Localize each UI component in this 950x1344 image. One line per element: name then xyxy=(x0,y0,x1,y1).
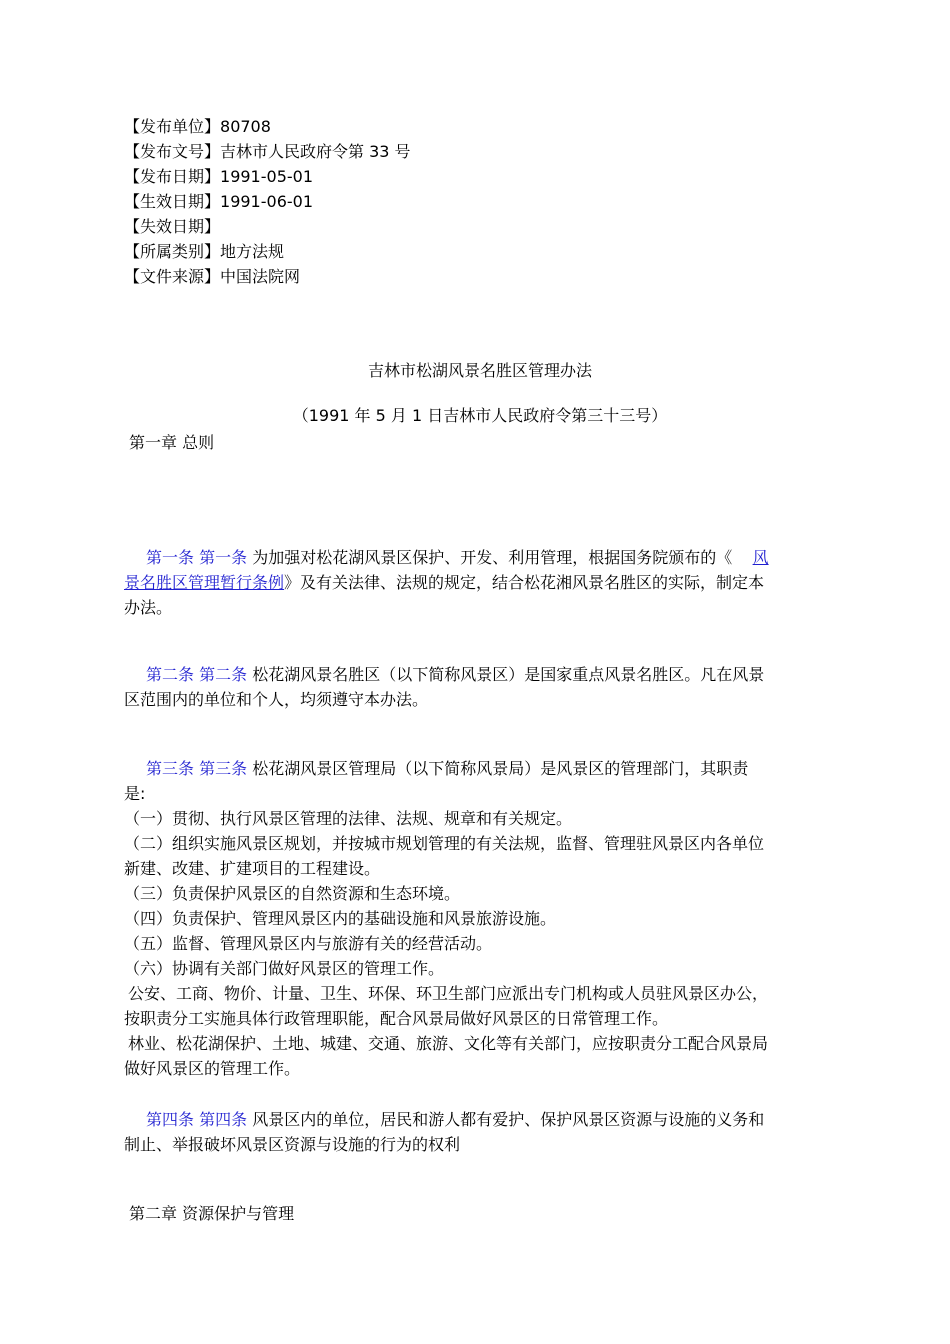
meta-label: 【发布日期】 xyxy=(124,167,221,186)
meta-value: 1991-05-01 xyxy=(220,167,313,186)
article-text: 》及有关法律、法规的规定，结合松花湘风景名胜区的实际，制定本 xyxy=(284,573,765,592)
meta-value: 中国法院网 xyxy=(220,267,301,286)
article-label[interactable]: 第一条 xyxy=(146,548,195,567)
article-text: 风景区内的单位，居民和游人都有爱护、保护风景区资源与设施的义务和 xyxy=(252,1110,765,1129)
article-text: 为加强对松花湖风景区保护、开发、利用管理，根据国务院颁布的《 xyxy=(252,548,733,567)
meta-label: 【所属类别】 xyxy=(124,242,221,261)
meta-expiry-date xyxy=(124,214,411,239)
meta-label: 【生效日期】 xyxy=(124,192,221,211)
meta-category xyxy=(124,239,411,264)
duty-item: （二）组织实施风景区规划，并按城市规划管理的有关法规，监督、管理驻风景区内各单位 xyxy=(124,834,765,853)
duty-item: （一）贯彻、执行风景区管理的法律、法规、规章和有关规定。 xyxy=(124,809,573,828)
meta-value: 1991-06-01 xyxy=(220,192,313,211)
duty-item: （五）监督、管理风景区内与旅游有关的经营活动。 xyxy=(124,934,493,953)
article-text: 林业、松花湖保护、土地、城建、交通、旅游、文化等有关部门，应按职责分工配合风景局 xyxy=(128,1034,769,1053)
article-4 xyxy=(124,1107,834,1157)
article-text: 做好风景区的管理工作。 xyxy=(124,1059,301,1078)
meta-doc-number xyxy=(124,139,411,164)
article-2 xyxy=(124,662,834,712)
article-label[interactable]: 第三条 xyxy=(146,759,195,778)
meta-label: 【发布文号】 xyxy=(124,142,221,161)
article-text: 松花湖风景名胜区（以下简称风景区）是国家重点风景名胜区。凡在风景 xyxy=(252,665,765,684)
chapter-heading: 第一章 总则 xyxy=(129,433,215,452)
meta-label: 【文件来源】 xyxy=(124,267,221,286)
article-label[interactable]: 第三条 xyxy=(199,759,248,778)
meta-label: 【失效日期】 xyxy=(124,217,221,236)
article-label[interactable]: 第二条 xyxy=(199,665,248,684)
meta-value: 地方法规 xyxy=(220,242,285,261)
regulation-link[interactable]: 景名胜区管理暂行条例 xyxy=(124,573,285,592)
duty-item: 新建、改建、扩建项目的工程建设。 xyxy=(124,859,381,878)
document-title: 吉林市松湖风景名胜区管理办法 xyxy=(367,361,592,380)
meta-value: 吉林市人民政府令第 33 号 xyxy=(220,142,411,161)
duty-item: （六）协调有关部门做好风景区的管理工作。 xyxy=(124,959,445,978)
article-text: 区范围内的单位和个人，均须遵守本办法。 xyxy=(124,690,429,709)
chapter-heading: 第二章 资源保护与管理 xyxy=(129,1204,295,1223)
article-label[interactable]: 第四条 xyxy=(146,1110,195,1129)
article-text: 公安、工商、物价、计量、卫生、环保、环卫生部门应派出专门机构或人员驻风景区办公， xyxy=(128,984,769,1003)
duty-item: （三）负责保护风景区的自然资源和生态环境。 xyxy=(124,884,461,903)
metadata-block xyxy=(124,114,411,289)
article-3 xyxy=(124,756,834,1081)
article-text: 按职责分工实施具体行政管理职能，配合风景局做好风景区的日常管理工作。 xyxy=(124,1009,669,1028)
article-text: 是: xyxy=(124,784,146,803)
article-label[interactable]: 第一条 xyxy=(199,548,248,567)
article-text: 松花湖风景区管理局（以下简称风景局）是风景区的管理部门，其职责 xyxy=(252,759,749,778)
article-1 xyxy=(124,545,834,620)
meta-value: 80708 xyxy=(220,117,271,136)
document-subtitle: （1991 年 5 月 1 日吉林市人民政府令第三十三号） xyxy=(292,406,668,425)
meta-effective-date xyxy=(124,189,411,214)
meta-publisher xyxy=(124,114,411,139)
article-label[interactable]: 第四条 xyxy=(199,1110,248,1129)
article-label[interactable]: 第二条 xyxy=(146,665,195,684)
article-text: 办法。 xyxy=(124,598,173,617)
duty-item: （四）负责保护、管理风景区内的基础设施和风景旅游设施。 xyxy=(124,909,557,928)
meta-publish-date xyxy=(124,164,411,189)
meta-source xyxy=(124,264,411,289)
regulation-link[interactable]: 风 xyxy=(752,548,769,567)
article-text: 制止、举报破坏风景区资源与设施的行为的权利 xyxy=(124,1135,461,1154)
meta-label: 【发布单位】 xyxy=(124,117,221,136)
